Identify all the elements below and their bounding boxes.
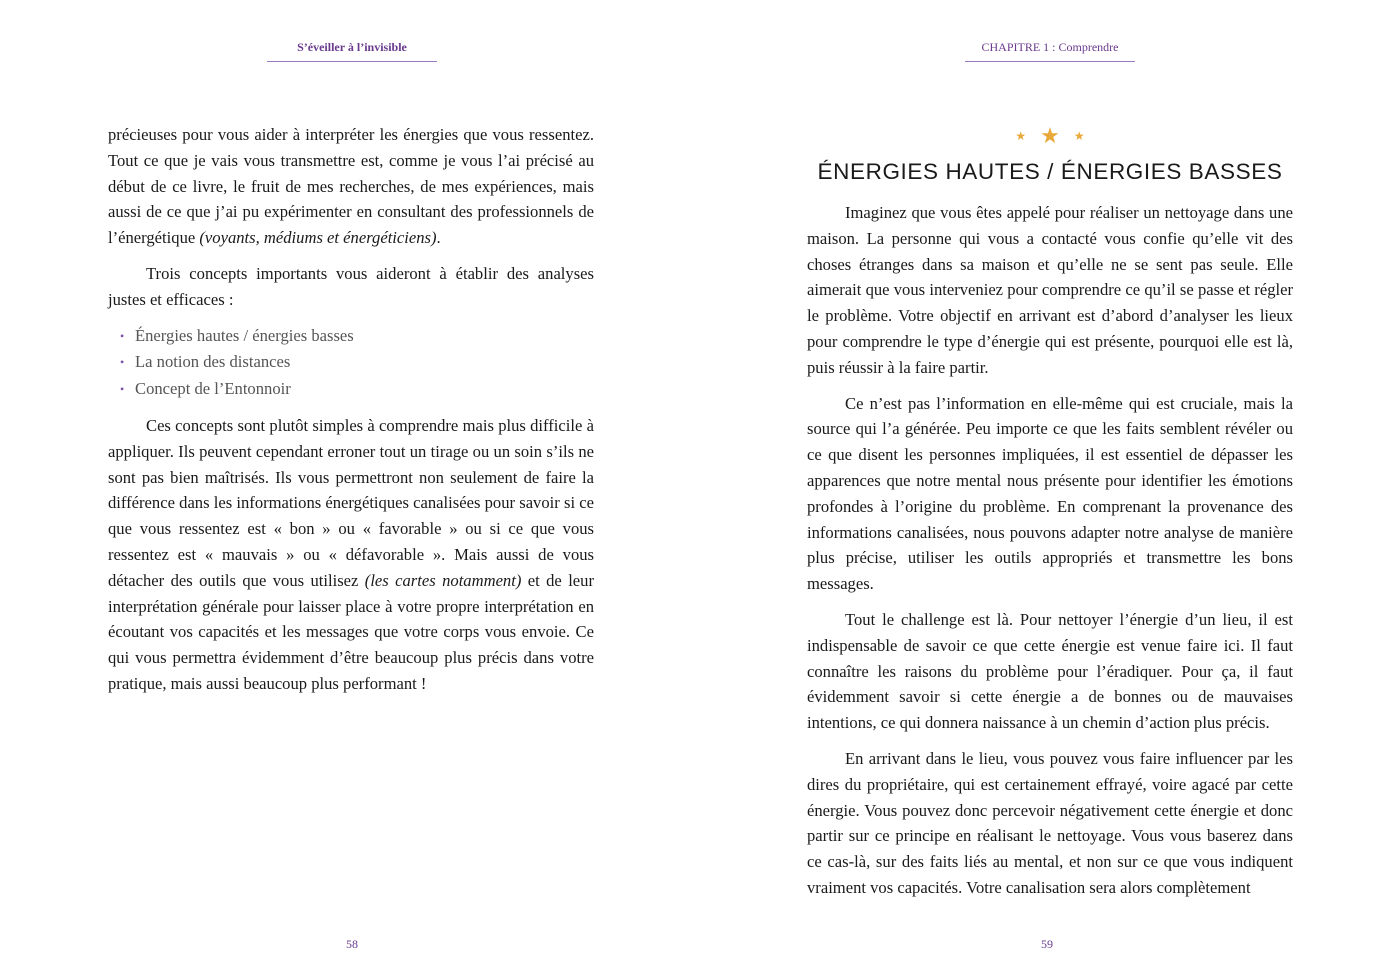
paragraph: En arrivant dans le lieu, vous pouvez vous faire influencer par les dires du propriétaire, qui est certainement effrayé, voire agacé par cette énergie. Vous pouvez donc percevoir négativement cette énergie et donc partir sur ce principe en réalisant le nettoyage. Vous vous baserez dans ce cas-là, sur des faits liés au mental, et non sur ce que vous indiquent vraiment vos capacités. Votre canalisation sera alors complètement <box>807 748 1293 897</box>
bullet-icon: • <box>120 382 125 397</box>
paragraph: précieuses pour vous aider à interpréter les énergies que vous ressentez. Tout ce que je vais vous transmettre est, comme je vous l’ai précisé au début de ce livre, le fruit de mes recherches, de mes expériences, mais aussi de ce que j’ai pu expérimenter en consultant des professionnels de l’énergétique (voyants, médiums et énergéticiens). <box>108 125 594 248</box>
right-body-text <box>807 200 1293 911</box>
page-number: 58 <box>346 937 358 951</box>
concepts-list <box>108 323 594 403</box>
left-body-text <box>108 122 594 707</box>
paragraph: Ce n’est pas l’information en elle-même qui est cruciale, mais la source qui l’a générée. Peu importe ce que les faits semblent révéler ou ce que disent les personnes impliquées, il est essentiel de dépasser les apparences que notre mental nous présente pour identifier les émotions profondes à l’origine du problème. En comprenant la provenance des informations canalisées, nous pouvons adapter notre analyse de manière plus précise, utiliser les outils appropriés et transmettre les bons messages. <box>807 393 1293 594</box>
star-icon: ★ <box>1040 124 1060 149</box>
star-ornament <box>700 124 1400 149</box>
paragraph: Imaginez que vous êtes appelé pour réaliser un nettoyage dans une maison. La personne qui vous a contacté vous confie qu’elle vit des choses étranges dans sa maison et qu’elle ne se sent pas seule. Elle aimerait que vous interveniez pour comprendre ce qu’il se passe et régler le problème. Votre objectif en arrivant est d’abord d’analyser les lieux pour comprendre le type d’énergie qui est présente, pourquoi elle est là, puis réussir à la faire partir. <box>807 203 1293 377</box>
star-icon: ★ <box>1015 129 1027 143</box>
paragraph: Ces concepts sont plutôt simples à comprendre mais plus difficile à appliquer. Ils peuvent cependant erroner tout un tirage ou un soin s’ils ne sont pas bien maîtrisés. Ils vous permettront non seulement de faire la différence dans les informations énergétiques canalisées pour savoir si ce que vous ressentez est « bon » ou « favorable » ou si ce que vous ressentez est « mauvais » ou « défavorable ». Mais aussi de vous détacher des outils que vous utilisez (les cartes notamment) et de leur interprétation générale pour laisser place à votre propre interprétation en écoutant vos capacités et les messages que votre corps vous envoie. Ce qui vous permettra évidemment d’être beaucoup plus précis dans votre pratique, mais aussi beaucoup plus performant ! <box>108 415 594 693</box>
bullet-icon: • <box>120 328 125 343</box>
paragraph: Trois concepts importants vous aideront à établir des analyses justes et efficaces : <box>108 263 594 309</box>
paragraph: Tout le challenge est là. Pour nettoyer l’énergie d’un lieu, il est indispensable de savoir ce que cette énergie est venue faire ici. Il faut connaître les raisons du problème pour l’éradiquer. Pour ça, il faut évidemment savoir si cette énergie a de bonnes ou de mauvaises intentions, ce qui donnera naissance à un chemin d’action plus précis. <box>807 609 1293 733</box>
running-head-book-title: S’éveiller à l’invisible <box>267 40 437 62</box>
star-icon: ★ <box>1073 129 1085 143</box>
bullet-icon: • <box>120 355 125 370</box>
right-page <box>700 0 1400 980</box>
list-item: • Concept de l’Entonnoir <box>120 376 594 403</box>
list-item: • La notion des distances <box>120 349 594 376</box>
running-head-chapter: CHAPITRE 1 : Comprendre <box>965 40 1135 62</box>
list-item: • Énergies hautes / énergies basses <box>120 323 594 350</box>
page-number: 59 <box>1041 937 1053 951</box>
section-title: ÉNERGIES HAUTES / ÉNERGIES BASSES <box>817 159 1283 184</box>
